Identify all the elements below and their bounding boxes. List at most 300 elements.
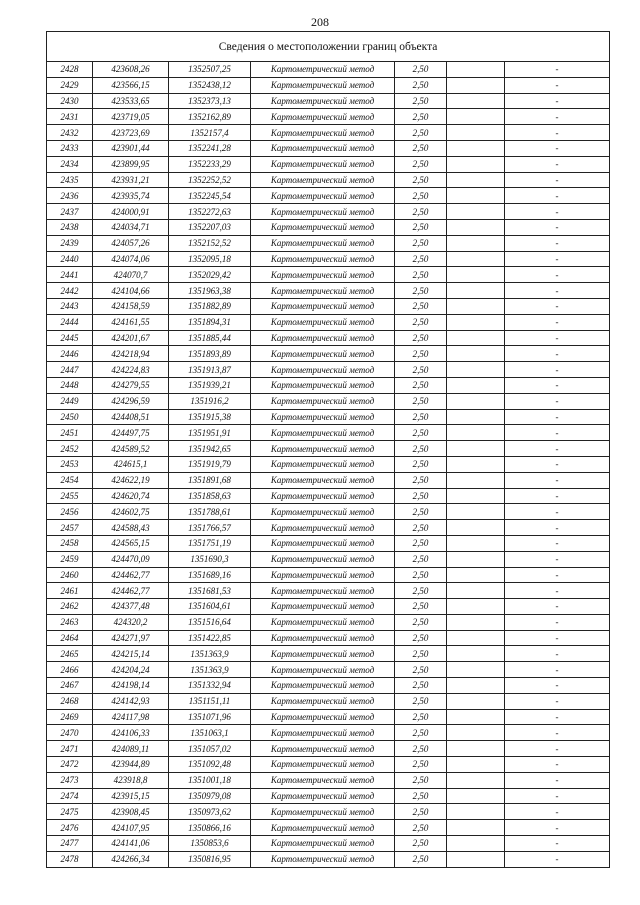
accuracy-cell: 2,50 [395,535,447,551]
table-row [47,62,610,78]
table-row [47,93,610,109]
description-cell: - [505,757,610,773]
method-cell: Картометрический метод [251,298,395,314]
table-row [47,219,610,235]
method-cell: Картометрический метод [251,772,395,788]
table-row [47,251,610,267]
x-coordinate-cell: 423931,21 [93,172,169,188]
y-coordinate-cell: 1351751,19 [169,535,251,551]
x-coordinate-cell: 424117,98 [93,709,169,725]
table-row [47,330,610,346]
point-number-cell: 2456 [47,504,93,520]
extra-cell [447,298,505,314]
table-row [47,646,610,662]
table-row [47,788,610,804]
extra-cell [447,599,505,615]
x-coordinate-cell: 424266,34 [93,851,169,867]
method-cell: Картометрический метод [251,425,395,441]
x-coordinate-cell: 424408,51 [93,409,169,425]
x-coordinate-cell: 424218,94 [93,346,169,362]
description-cell: - [505,362,610,378]
description-cell: - [505,725,610,741]
point-number-cell: 2453 [47,456,93,472]
point-number-cell: 2439 [47,235,93,251]
point-number-cell: 2475 [47,804,93,820]
description-cell: - [505,599,610,615]
description-cell: - [505,646,610,662]
accuracy-cell: 2,50 [395,314,447,330]
y-coordinate-cell: 1352252,52 [169,172,251,188]
method-cell: Картометрический метод [251,678,395,694]
point-number-cell: 2455 [47,488,93,504]
extra-cell [447,836,505,852]
y-coordinate-cell: 1351939,21 [169,377,251,393]
extra-cell [447,709,505,725]
y-coordinate-cell: 1350866,16 [169,820,251,836]
table-row [47,456,610,472]
extra-cell [447,678,505,694]
table-row [47,583,610,599]
description-cell: - [505,188,610,204]
method-cell: Картометрический метод [251,456,395,472]
description-cell: - [505,172,610,188]
y-coordinate-cell: 1351071,96 [169,709,251,725]
accuracy-cell: 2,50 [395,77,447,93]
extra-cell [447,235,505,251]
accuracy-cell: 2,50 [395,267,447,283]
x-coordinate-cell: 424320,2 [93,614,169,630]
method-cell: Картометрический метод [251,156,395,172]
method-cell: Картометрический метод [251,377,395,393]
extra-cell [447,567,505,583]
description-cell: - [505,377,610,393]
accuracy-cell: 2,50 [395,219,447,235]
table-row [47,709,610,725]
extra-cell [447,772,505,788]
y-coordinate-cell: 1351882,89 [169,298,251,314]
x-coordinate-cell: 423533,65 [93,93,169,109]
method-cell: Картометрический метод [251,283,395,299]
extra-cell [447,535,505,551]
table-row [47,425,610,441]
description-cell: - [505,851,610,867]
method-cell: Картометрический метод [251,235,395,251]
extra-cell [447,393,505,409]
description-cell: - [505,219,610,235]
x-coordinate-cell: 424201,67 [93,330,169,346]
description-cell: - [505,393,610,409]
point-number-cell: 2433 [47,140,93,156]
accuracy-cell: 2,50 [395,851,447,867]
y-coordinate-cell: 1352272,63 [169,204,251,220]
extra-cell [447,630,505,646]
method-cell: Картометрический метод [251,172,395,188]
point-number-cell: 2462 [47,599,93,615]
y-coordinate-cell: 1352507,25 [169,62,251,78]
extra-cell [447,646,505,662]
description-cell: - [505,535,610,551]
point-number-cell: 2437 [47,204,93,220]
extra-cell [447,156,505,172]
x-coordinate-cell: 424158,59 [93,298,169,314]
accuracy-cell: 2,50 [395,551,447,567]
x-coordinate-cell: 423918,8 [93,772,169,788]
method-cell: Картометрический метод [251,757,395,773]
point-number-cell: 2466 [47,662,93,678]
table-row [47,851,610,867]
description-cell: - [505,741,610,757]
method-cell: Картометрический метод [251,393,395,409]
point-number-cell: 2443 [47,298,93,314]
description-cell: - [505,93,610,109]
y-coordinate-cell: 1351151,11 [169,693,251,709]
method-cell: Картометрический метод [251,693,395,709]
extra-cell [447,425,505,441]
method-cell: Картометрический метод [251,725,395,741]
accuracy-cell: 2,50 [395,520,447,536]
y-coordinate-cell: 1351951,91 [169,425,251,441]
y-coordinate-cell: 1351891,68 [169,472,251,488]
description-cell: - [505,330,610,346]
description-cell: - [505,662,610,678]
table-row [47,235,610,251]
y-coordinate-cell: 1351063,1 [169,725,251,741]
y-coordinate-cell: 1350816,95 [169,851,251,867]
x-coordinate-cell: 424070,7 [93,267,169,283]
description-cell: - [505,583,610,599]
description-cell: - [505,314,610,330]
extra-cell [447,456,505,472]
point-number-cell: 2468 [47,693,93,709]
accuracy-cell: 2,50 [395,772,447,788]
x-coordinate-cell: 423901,44 [93,140,169,156]
method-cell: Картометрический метод [251,267,395,283]
extra-cell [447,725,505,741]
point-number-cell: 2436 [47,188,93,204]
table-row [47,693,610,709]
y-coordinate-cell: 1351894,31 [169,314,251,330]
point-number-cell: 2459 [47,551,93,567]
description-cell: - [505,678,610,694]
x-coordinate-cell: 424204,24 [93,662,169,678]
accuracy-cell: 2,50 [395,709,447,725]
point-number-cell: 2438 [47,219,93,235]
method-cell: Картометрический метод [251,804,395,820]
table-row [47,725,610,741]
description-cell: - [505,204,610,220]
y-coordinate-cell: 1351422,85 [169,630,251,646]
x-coordinate-cell: 424034,71 [93,219,169,235]
x-coordinate-cell: 423723,69 [93,125,169,141]
table-row [47,551,610,567]
x-coordinate-cell: 424000,91 [93,204,169,220]
table-row [47,362,610,378]
point-number-cell: 2441 [47,267,93,283]
y-coordinate-cell: 1352157,4 [169,125,251,141]
description-cell: - [505,283,610,299]
accuracy-cell: 2,50 [395,820,447,836]
extra-cell [447,472,505,488]
description-cell: - [505,267,610,283]
description-cell: - [505,425,610,441]
accuracy-cell: 2,50 [395,441,447,457]
x-coordinate-cell: 424615,1 [93,456,169,472]
table-row [47,567,610,583]
description-cell: - [505,614,610,630]
accuracy-cell: 2,50 [395,472,447,488]
table-body [47,62,610,868]
table-row [47,346,610,362]
method-cell: Картометрический метод [251,93,395,109]
extra-cell [447,314,505,330]
x-coordinate-cell: 424198,14 [93,678,169,694]
x-coordinate-cell: 424377,48 [93,599,169,615]
point-number-cell: 2464 [47,630,93,646]
table-row [47,109,610,125]
accuracy-cell: 2,50 [395,109,447,125]
y-coordinate-cell: 1352207,03 [169,219,251,235]
accuracy-cell: 2,50 [395,330,447,346]
method-cell: Картометрический метод [251,488,395,504]
accuracy-cell: 2,50 [395,804,447,820]
y-coordinate-cell: 1352233,29 [169,156,251,172]
point-number-cell: 2469 [47,709,93,725]
point-number-cell: 2478 [47,851,93,867]
description-cell: - [505,709,610,725]
extra-cell [447,504,505,520]
y-coordinate-cell: 1351690,3 [169,551,251,567]
description-cell: - [505,456,610,472]
y-coordinate-cell: 1350979,08 [169,788,251,804]
accuracy-cell: 2,50 [395,583,447,599]
table-title: Сведения о местоположении границ объекта [47,32,610,62]
extra-cell [447,188,505,204]
description-cell: - [505,472,610,488]
extra-cell [447,283,505,299]
x-coordinate-cell: 424296,59 [93,393,169,409]
point-number-cell: 2430 [47,93,93,109]
accuracy-cell: 2,50 [395,836,447,852]
accuracy-cell: 2,50 [395,125,447,141]
method-cell: Картометрический метод [251,251,395,267]
extra-cell [447,219,505,235]
extra-cell [447,377,505,393]
x-coordinate-cell: 424462,77 [93,567,169,583]
accuracy-cell: 2,50 [395,251,447,267]
x-coordinate-cell: 423908,45 [93,804,169,820]
point-number-cell: 2452 [47,441,93,457]
extra-cell [447,441,505,457]
x-coordinate-cell: 424142,93 [93,693,169,709]
extra-cell [447,788,505,804]
x-coordinate-cell: 424107,95 [93,820,169,836]
x-coordinate-cell: 424215,14 [93,646,169,662]
y-coordinate-cell: 1352029,42 [169,267,251,283]
x-coordinate-cell: 423935,74 [93,188,169,204]
method-cell: Картометрический метод [251,330,395,346]
extra-cell [447,93,505,109]
point-number-cell: 2454 [47,472,93,488]
x-coordinate-cell: 423719,05 [93,109,169,125]
description-cell: - [505,504,610,520]
x-coordinate-cell: 423944,89 [93,757,169,773]
method-cell: Картометрический метод [251,188,395,204]
point-number-cell: 2451 [47,425,93,441]
method-cell: Картометрический метод [251,504,395,520]
table-row [47,535,610,551]
accuracy-cell: 2,50 [395,204,447,220]
x-coordinate-cell: 424089,11 [93,741,169,757]
accuracy-cell: 2,50 [395,725,447,741]
point-number-cell: 2457 [47,520,93,536]
x-coordinate-cell: 424074,06 [93,251,169,267]
extra-cell [447,520,505,536]
table-row [47,156,610,172]
extra-cell [447,409,505,425]
description-cell: - [505,346,610,362]
method-cell: Картометрический метод [251,820,395,836]
method-cell: Картометрический метод [251,346,395,362]
x-coordinate-cell: 424602,75 [93,504,169,520]
x-coordinate-cell: 424470,09 [93,551,169,567]
y-coordinate-cell: 1351516,64 [169,614,251,630]
method-cell: Картометрический метод [251,314,395,330]
table-row [47,77,610,93]
y-coordinate-cell: 1352241,28 [169,140,251,156]
extra-cell [447,362,505,378]
y-coordinate-cell: 1350973,62 [169,804,251,820]
point-number-cell: 2460 [47,567,93,583]
x-coordinate-cell: 424279,55 [93,377,169,393]
method-cell: Картометрический метод [251,219,395,235]
point-number-cell: 2465 [47,646,93,662]
table-row [47,314,610,330]
point-number-cell: 2445 [47,330,93,346]
method-cell: Картометрический метод [251,662,395,678]
table-row [47,757,610,773]
extra-cell [447,551,505,567]
extra-cell [447,204,505,220]
extra-cell [447,820,505,836]
table-row [47,472,610,488]
accuracy-cell: 2,50 [395,567,447,583]
description-cell: - [505,836,610,852]
method-cell: Картометрический метод [251,472,395,488]
point-number-cell: 2440 [47,251,93,267]
boundary-table [46,31,610,868]
method-cell: Картометрический метод [251,599,395,615]
y-coordinate-cell: 1351363,9 [169,646,251,662]
method-cell: Картометрический метод [251,109,395,125]
method-cell: Картометрический метод [251,709,395,725]
point-number-cell: 2458 [47,535,93,551]
table-row [47,172,610,188]
y-coordinate-cell: 1351788,61 [169,504,251,520]
x-coordinate-cell: 424104,66 [93,283,169,299]
x-coordinate-cell: 424462,77 [93,583,169,599]
y-coordinate-cell: 1351001,18 [169,772,251,788]
point-number-cell: 2472 [47,757,93,773]
description-cell: - [505,125,610,141]
table-row [47,298,610,314]
accuracy-cell: 2,50 [395,235,447,251]
accuracy-cell: 2,50 [395,377,447,393]
method-cell: Картометрический метод [251,646,395,662]
table-row [47,741,610,757]
y-coordinate-cell: 1351681,53 [169,583,251,599]
accuracy-cell: 2,50 [395,456,447,472]
method-cell: Картометрический метод [251,140,395,156]
method-cell: Картометрический метод [251,520,395,536]
accuracy-cell: 2,50 [395,646,447,662]
extra-cell [447,172,505,188]
extra-cell [447,804,505,820]
y-coordinate-cell: 1351332,94 [169,678,251,694]
y-coordinate-cell: 1352373,13 [169,93,251,109]
point-number-cell: 2448 [47,377,93,393]
point-number-cell: 2476 [47,820,93,836]
x-coordinate-cell: 424161,55 [93,314,169,330]
point-number-cell: 2428 [47,62,93,78]
point-number-cell: 2431 [47,109,93,125]
accuracy-cell: 2,50 [395,757,447,773]
description-cell: - [505,441,610,457]
y-coordinate-cell: 1351604,61 [169,599,251,615]
extra-cell [447,330,505,346]
table-row [47,678,610,694]
extra-cell [447,488,505,504]
accuracy-cell: 2,50 [395,599,447,615]
accuracy-cell: 2,50 [395,678,447,694]
description-cell: - [505,630,610,646]
x-coordinate-cell: 424620,74 [93,488,169,504]
description-cell: - [505,772,610,788]
extra-cell [447,346,505,362]
method-cell: Картометрический метод [251,630,395,646]
x-coordinate-cell: 424565,15 [93,535,169,551]
table-row [47,283,610,299]
y-coordinate-cell: 1351885,44 [169,330,251,346]
point-number-cell: 2463 [47,614,93,630]
accuracy-cell: 2,50 [395,393,447,409]
description-cell: - [505,488,610,504]
method-cell: Картометрический метод [251,741,395,757]
method-cell: Картометрический метод [251,535,395,551]
table-row [47,630,610,646]
extra-cell [447,140,505,156]
description-cell: - [505,551,610,567]
method-cell: Картометрический метод [251,362,395,378]
accuracy-cell: 2,50 [395,140,447,156]
accuracy-cell: 2,50 [395,614,447,630]
description-cell: - [505,77,610,93]
x-coordinate-cell: 424271,97 [93,630,169,646]
y-coordinate-cell: 1352152,52 [169,235,251,251]
page-number: 208 [311,15,329,29]
x-coordinate-cell: 424622,19 [93,472,169,488]
y-coordinate-cell: 1351057,02 [169,741,251,757]
y-coordinate-cell: 1351915,38 [169,409,251,425]
table-row [47,441,610,457]
table-row [47,599,610,615]
accuracy-cell: 2,50 [395,488,447,504]
y-coordinate-cell: 1351092,48 [169,757,251,773]
point-number-cell: 2444 [47,314,93,330]
x-coordinate-cell: 424497,75 [93,425,169,441]
method-cell: Картометрический метод [251,62,395,78]
method-cell: Картометрический метод [251,567,395,583]
table-row [47,140,610,156]
